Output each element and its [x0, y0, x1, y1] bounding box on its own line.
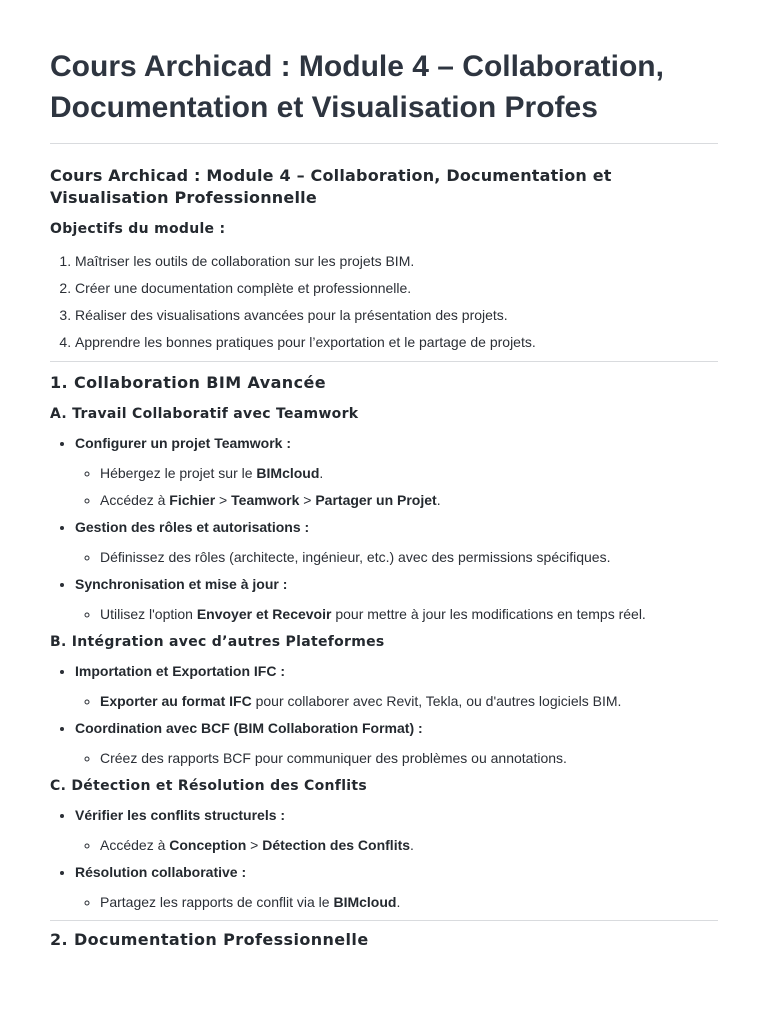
list-item	[75, 719, 718, 768]
list-item-label: Synchronisation et mise à jour :	[75, 576, 288, 592]
list-item	[75, 518, 718, 567]
section-heading: 1. Collaboration BIM Avancée	[50, 373, 326, 392]
section-heading: 2. Documentation Professionnelle	[50, 930, 369, 949]
subsection-heading: C. Détection et Résolution des Conflits	[50, 778, 368, 794]
list-item-label: Coordination avec BCF (BIM Collaboration Format) :	[75, 720, 423, 736]
objectives-heading: Objectifs du module :	[50, 221, 226, 237]
list-item: ◦ Créez des rapports BCF pour communiquer des problèmes ou annotations.	[100, 749, 718, 768]
list-item-label: Vérifier les conflits structurels :	[75, 807, 286, 823]
list-item	[75, 662, 718, 711]
list-item: ◦ Accédez à Fichier > Teamwork > Partager un Projet.	[100, 491, 718, 510]
sub-list	[75, 893, 718, 912]
platforms-list	[50, 662, 718, 768]
conflicts-list	[50, 806, 718, 912]
list-item: ◦ Définissez des rôles (architecte, ingénieur, etc.) avec des permissions spécifiques.	[100, 548, 718, 567]
list-item-label: Résolution collaborative :	[75, 864, 247, 880]
document-heading: Cours Archicad : Module 4 – Collaboration, Documentation et Visualisation Professionnelle	[50, 166, 612, 207]
teamwork-list	[50, 434, 718, 624]
list-item	[75, 434, 718, 510]
subsection-heading: A. Travail Collaboratif avec Teamwork	[50, 406, 359, 422]
list-item: 2. Créer une documentation complète et professionnelle.	[75, 279, 718, 298]
list-item: ◦ Exporter au format IFC pour collaborer avec Revit, Tekla, ou d'autres logiciels BIM.	[100, 692, 718, 711]
list-item: ◦ Hébergez le projet sur le BIMcloud.	[100, 464, 718, 483]
list-item: 1. Maîtriser les outils de collaboration sur les projets BIM.	[75, 252, 718, 271]
list-item	[75, 575, 718, 624]
page-title: Cours Archicad : Module 4 – Collaboration, Documentation et Visualisation Profes	[50, 50, 664, 124]
list-item: ◦ Utilisez l'option Envoyer et Recevoir pour mettre à jour les modifications en temps réel.	[100, 605, 718, 624]
list-item-label: Gestion des rôles et autorisations :	[75, 519, 310, 535]
list-item	[75, 863, 718, 912]
subsection-heading: B. Intégration avec d’autres Plateformes	[50, 634, 385, 650]
list-item: 4. Apprendre les bonnes pratiques pour l’exportation et le partage de projets.	[75, 333, 718, 352]
list-item: ◦ Accédez à Conception > Détection des Conflits.	[100, 836, 718, 855]
objectives-list	[50, 252, 718, 352]
list-item	[75, 806, 718, 855]
divider	[50, 143, 718, 144]
list-item-label: Configurer un projet Teamwork :	[75, 435, 291, 451]
sub-list	[75, 749, 718, 768]
sub-list	[75, 548, 718, 567]
sub-list	[75, 692, 718, 711]
sub-list	[75, 464, 718, 510]
divider	[50, 920, 718, 921]
list-item-label: Importation et Exportation IFC :	[75, 663, 285, 679]
divider	[50, 361, 718, 362]
sub-list	[75, 605, 718, 624]
list-item: 3. Réaliser des visualisations avancées pour la présentation des projets.	[75, 306, 718, 325]
sub-list	[75, 836, 718, 855]
list-item: ◦ Partagez les rapports de conflit via le BIMcloud.	[100, 893, 718, 912]
